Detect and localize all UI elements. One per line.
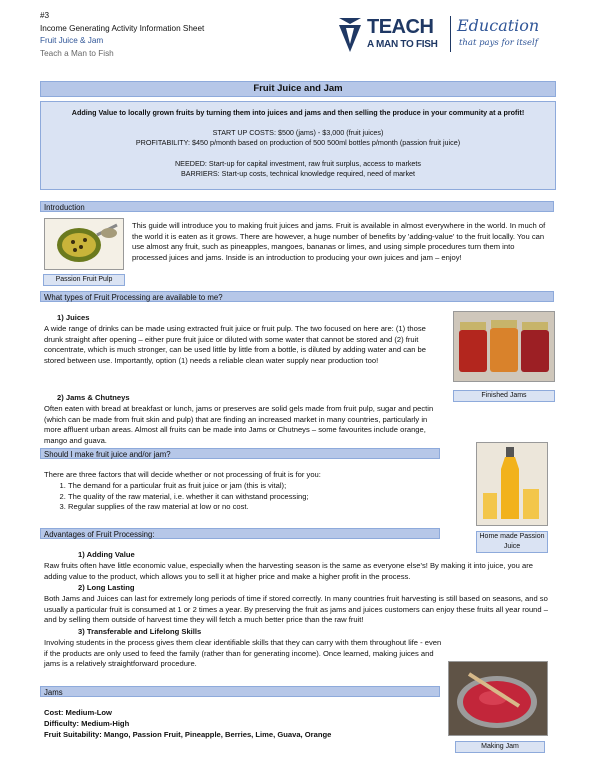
logo-divider [450, 16, 451, 52]
adv-3-heading: 3) Transferable and Lifelong Skills [78, 627, 202, 636]
should-factor-3: 3. Regular supplies of the raw material at low or no cost. [68, 502, 468, 513]
passion-fruit-photo [44, 218, 124, 270]
section-types-header: What types of Fruit Processing are available to me? [40, 291, 554, 302]
summary-barriers: BARRIERS: Start-up costs, technical knowledge required, need of market [180, 168, 416, 178]
adv-2-heading: 2) Long Lasting [78, 583, 135, 592]
passion-juice-caption: Home made Passion Juice [476, 531, 548, 553]
summary-startup: START UP COSTS: $500 (jams) - $3,000 (fruit juices) [212, 128, 384, 138]
adv-3-text: Involving students in the process gives them clear identifiable skills that they can carry with them throughout life - even if the products are only used to feed the family (rather than for generating income). Once learned, making juices and jams is a relatively straightforward procedure. [44, 638, 442, 669]
logo-education: Education [457, 16, 540, 35]
should-factor-2: 2. The quality of the raw material, i.e. whether it can withstand processing; [68, 492, 468, 503]
making-jam-image [449, 662, 547, 735]
adv-1-text: Raw fruits often have little economic value, especially when the harvesting season is the same as everyone else's! By making it into juice, you are adding value to the product, which allows you to sell it at higher price and make a higher profit in the process. [44, 561, 533, 581]
org-name: Teach a Man to Fish [40, 48, 114, 58]
adv-2-text: Both Jams and Juices can last for extremely long periods of time if stored correctly. In many countries fruit harvesting is still based on seasons, and so usually a particular fruit is consumed at 1 or 2 times a year. By preserving the fruit as jams and juices customers can enjoy these fruits all year round – and by selling them outside of harvest time they will fetch a much better price than the raw fruit! [44, 594, 548, 625]
section-should-header: Should I make fruit juice and/or jam? [40, 448, 440, 459]
sheet-topic: Fruit Juice & Jam [40, 36, 104, 45]
jams-cost: Cost: Medium-Low [44, 708, 112, 717]
page-title: Fruit Juice and Jam [40, 81, 556, 97]
section-jams-header: Jams [40, 686, 440, 697]
should-factors-list [40, 481, 468, 513]
jams-chutneys-heading: 2) Jams & Chutneys [57, 393, 130, 402]
sheet-number: #3 [40, 11, 50, 20]
jams-suitability: Fruit Suitability: Mango, Passion Fruit, Pineapple, Berries, Lime, Guava, Orange [44, 730, 332, 739]
should-intro: There are three factors that will decide whether or not processing of fruit is for you: [44, 470, 321, 479]
finished-jams-photo [453, 311, 555, 382]
passion-fruit-image [45, 219, 123, 269]
juices-heading: 1) Juices [57, 313, 90, 322]
section-advantages-header: Advantages of Fruit Processing: [40, 528, 440, 539]
making-jam-caption: Making Jam [455, 741, 545, 753]
juice-bottle-image [477, 443, 547, 525]
intro-text: This guide will introduce you to making fruit juices and jams. Fruit is available in almost everywhere in the world. In much of the world it is eaten as it grows. There are however, a huge number of benefits by 'adding-value' to the fruit locally. You can use almost any fruit, such as pineapples, mangoes, bananas or limes, and using simple procedures turn them into processed juices and jams. Inside is an introduction to producing your own juices and jam – enjoy! [132, 221, 546, 262]
should-factor-1: 1. The demand for a particular fruit as fruit juice or jam (this is vital); [68, 481, 468, 492]
finished-jams-caption: Finished Jams [453, 390, 555, 402]
passion-fruit-caption: Passion Fruit Pulp [43, 274, 125, 286]
logo-tagline: that pays for itself [459, 38, 538, 48]
adv-1-heading: 1) Adding Value [78, 550, 135, 559]
passion-juice-photo [476, 442, 548, 526]
jams-difficulty: Difficulty: Medium-High [44, 719, 130, 728]
juices-text: A wide range of drinks can be made using extracted fruit juice or fruit pulp. The two focused on here are: (1) those drunk straight after opening – either pure fruit juice or diluted with some water that cannot be stored and (2) fruit concentrate, which is much stronger, can be used little by little from a bottle, is diluted by adding water and can be stored between use. Importantly, option (1) needs a reliable clean water supply near production too! [44, 324, 427, 365]
teach-a-man-to-fish-logo [337, 14, 552, 56]
logo-teach: TEACH [367, 16, 434, 38]
sheet-type: Income Generating Activity Information Sheet [40, 23, 205, 33]
summary-box [40, 101, 556, 190]
making-jam-photo [448, 661, 548, 736]
fish-logo-icon [337, 16, 363, 54]
header-meta [40, 10, 204, 60]
summary-lead: Adding Value to locally grown fruits by turning them into juices and jams and then selling the produce in your community at a profit! [71, 108, 525, 117]
logo-sub: A MAN TO FISH [367, 39, 438, 50]
jams-chutneys-text: Often eaten with bread at breakfast or lunch, jams or preserves are solid gels made from fruit pulp, sugar and pectin (which can be made from fruit skin and pulp) that are finding an increased market in many countries, particularly in more affluent urban areas. Almost all fruits can be made into Jams or Chutneys – some favourites include orange, mango and guava. [44, 404, 434, 445]
summary-profitability: PROFITABILITY: $450 p/month based on production of 500 500ml bottles p/month (passion fruit juice) [135, 138, 461, 148]
summary-needed: NEEDED: Start-up for capital investment, raw fruit surplus, access to markets [174, 158, 422, 168]
jam-jars-image [454, 312, 554, 381]
section-introduction-header: Introduction [40, 201, 554, 212]
